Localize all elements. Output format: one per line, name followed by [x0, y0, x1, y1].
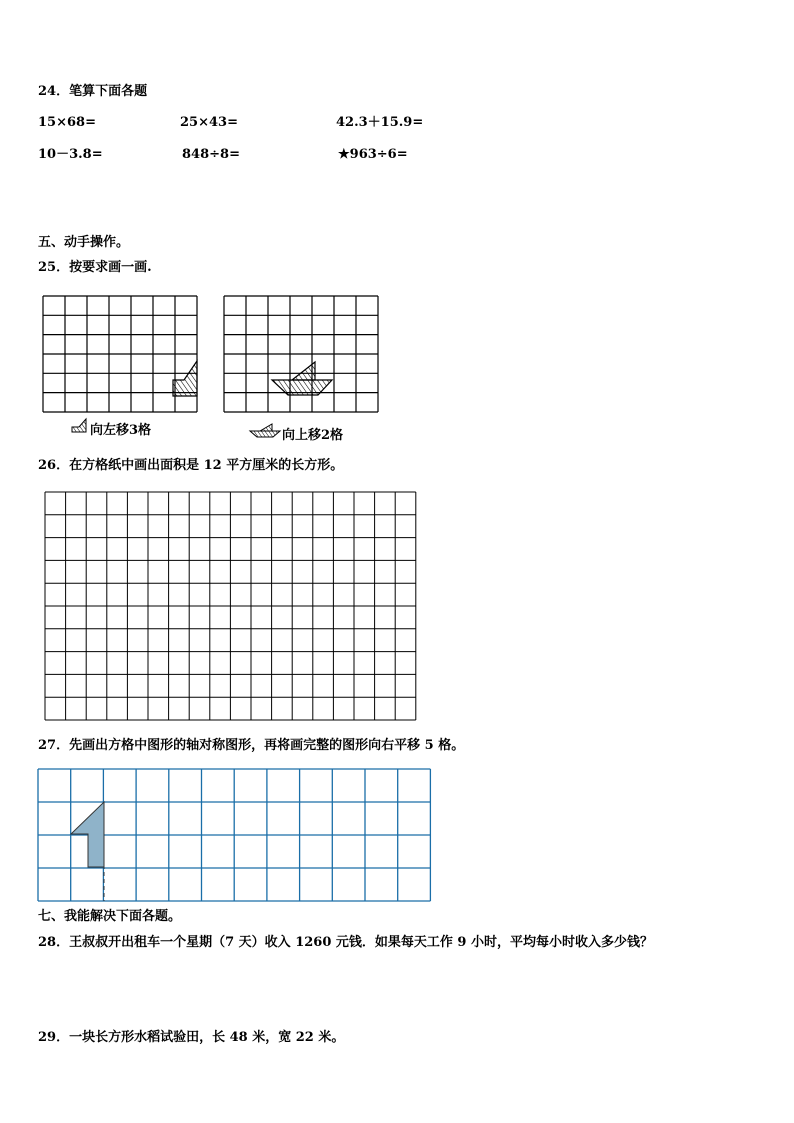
- section7-title: 七、我能解决下面各题。: [38, 909, 182, 924]
- q25-title: 25．按要求画一画.: [38, 260, 152, 275]
- section5-title: 五、动手操作。: [38, 235, 130, 250]
- q24-problem-1: 15×68=: [38, 115, 96, 130]
- q28-title: 28．王叔叔开出租车一个星期（7 天）收入 1260 元钱．如果每天工作 9 小时，平均每小时收入多少钱？: [38, 935, 653, 950]
- q25-grid-left: [43, 296, 199, 412]
- q25-caption-left: 向左移3格: [90, 423, 152, 438]
- q24-problem-3: 42.3＋15.9=: [336, 115, 424, 130]
- q29-title: 29．一块长方形水稻试验田，长 48 米，宽 22 米。: [38, 1030, 345, 1045]
- q24-problem-2: 25×43=: [180, 115, 238, 130]
- q25-boat-right-sail: [292, 362, 315, 380]
- q27-title: 27．先画出方格中图形的轴对称图形，再将画完整的图形向右平移 5 格。: [38, 738, 465, 753]
- q26-grid: [45, 492, 417, 720]
- q27-shape: [71, 802, 104, 867]
- q25-caption-right: 向上移2格: [282, 428, 344, 443]
- q25-grid-right: [224, 296, 380, 412]
- q24-problem-6: ★963÷6=: [338, 147, 408, 162]
- q24-title: 24．笔算下面各题: [38, 84, 148, 99]
- q24-problem-4: 10－3.8=: [38, 147, 103, 162]
- q25-flag-left-shape: [173, 361, 197, 396]
- q25-flag-icon: [70, 418, 92, 434]
- q26-title: 26．在方格纸中画出面积是 12 平方厘米的长方形。: [38, 458, 344, 473]
- q24-problem-5: 848÷8=: [182, 147, 240, 162]
- q27-grid: [38, 769, 432, 901]
- q25-boat-icon: [248, 423, 282, 439]
